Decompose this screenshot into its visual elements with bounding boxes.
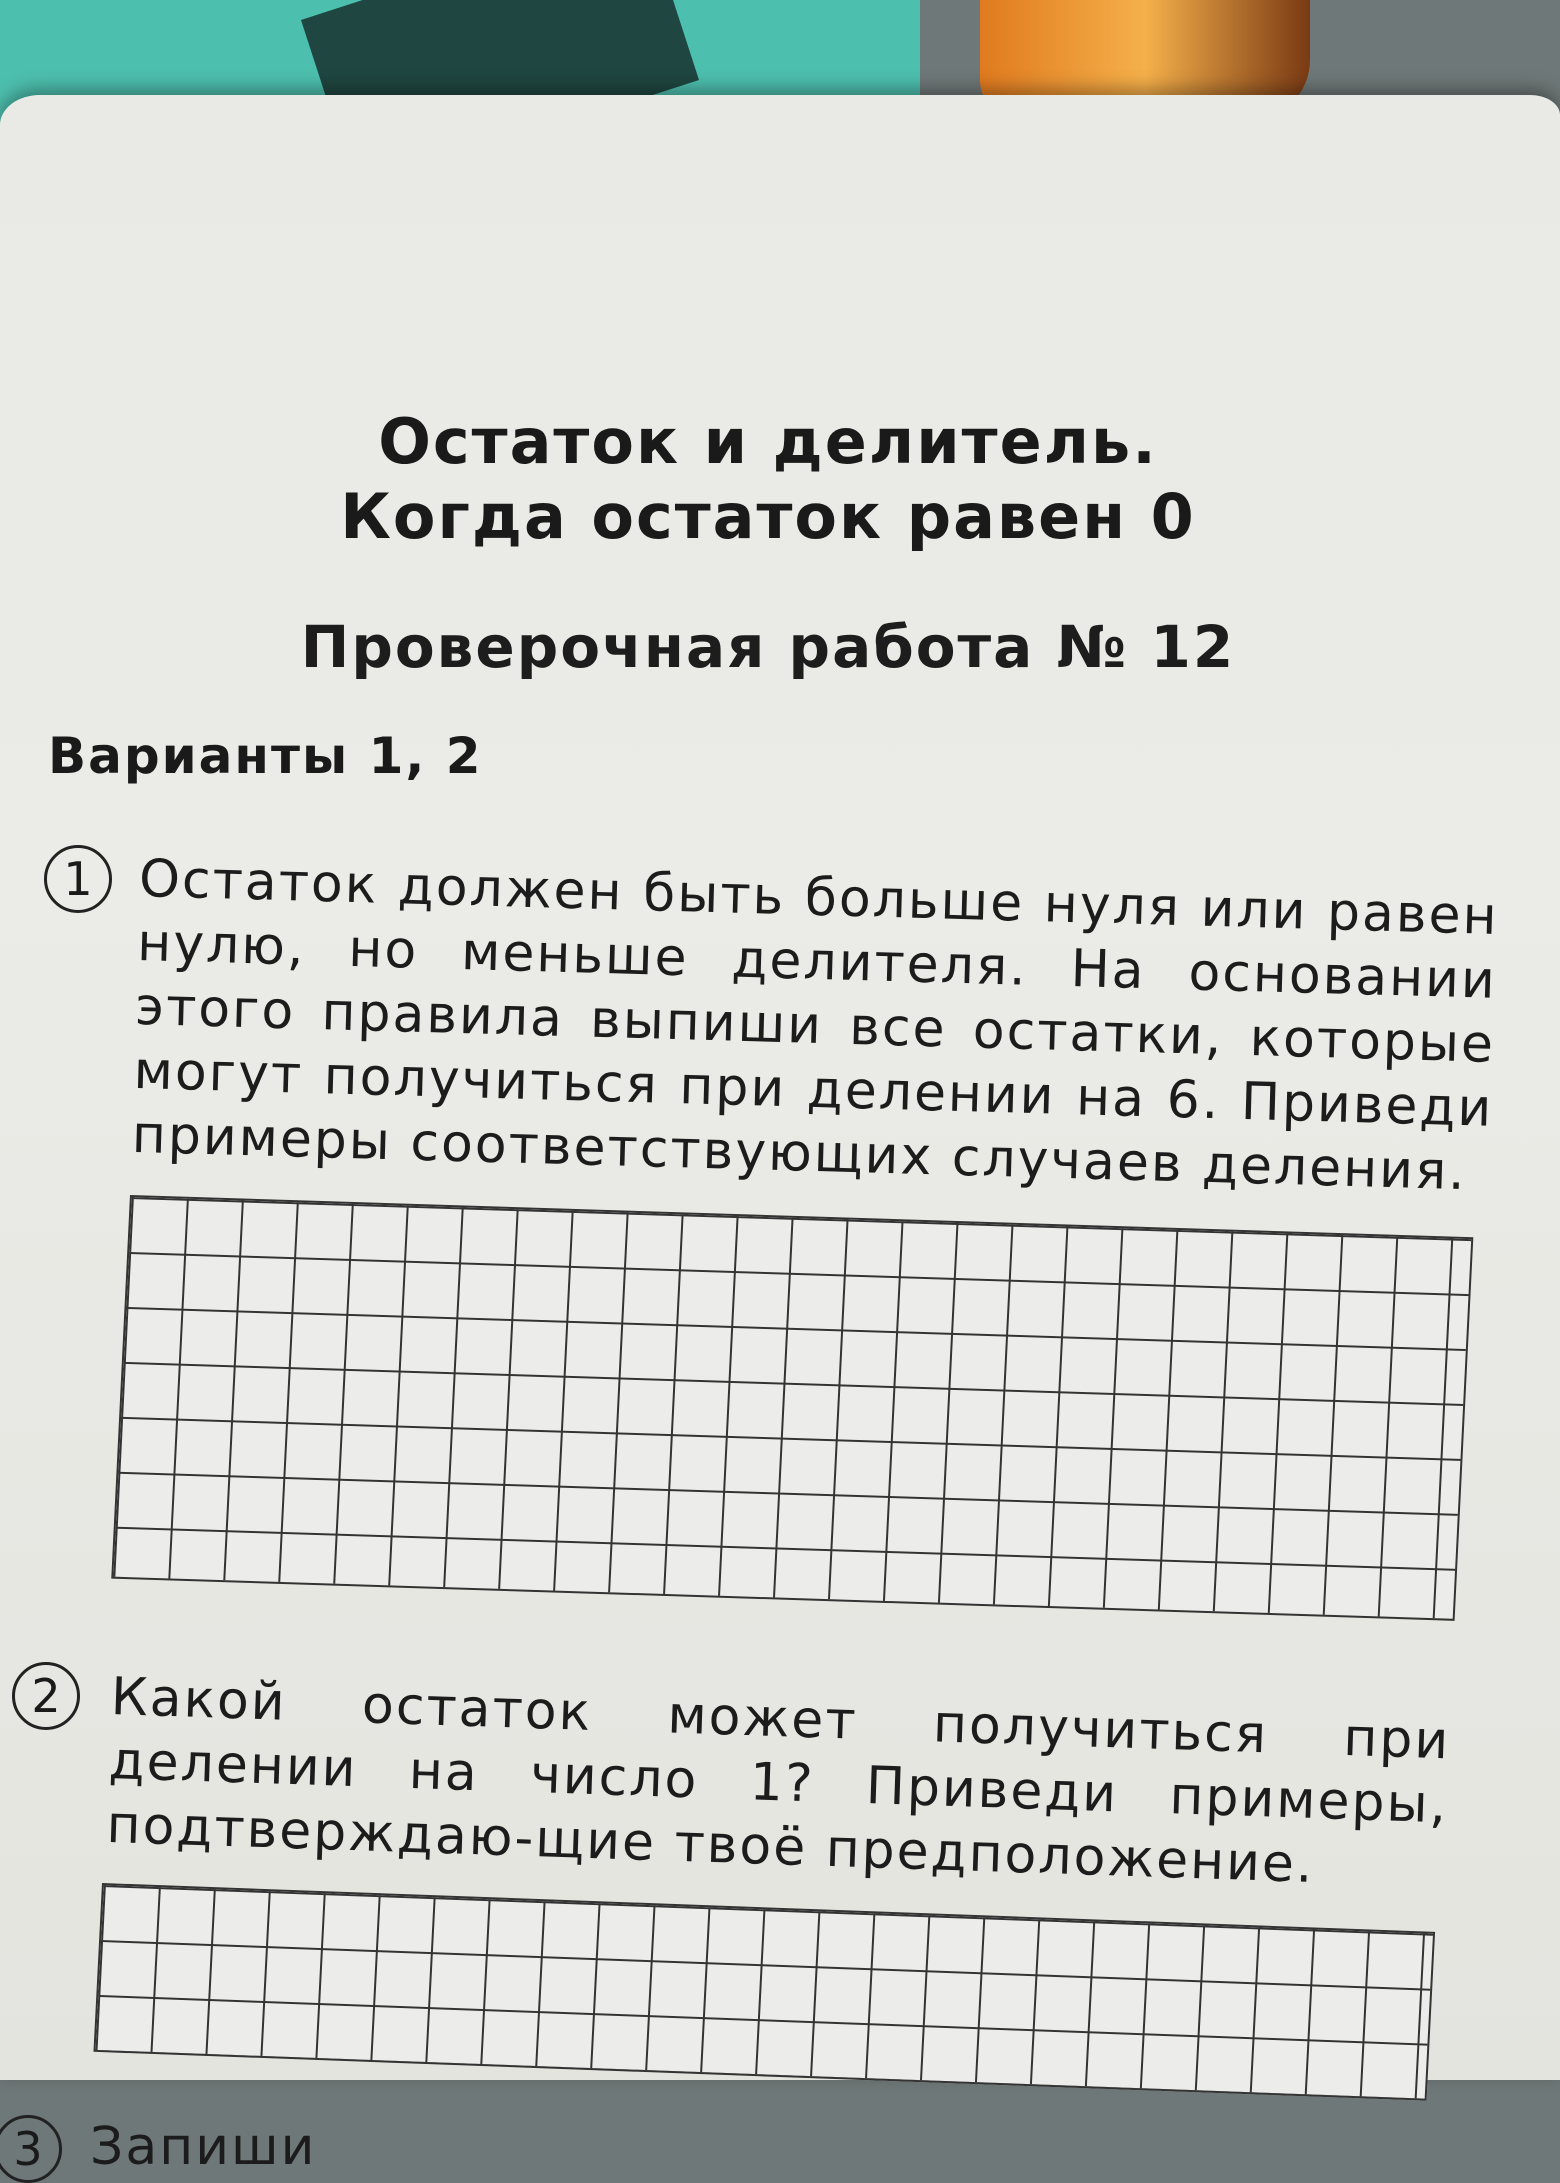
task-2-text: Какой остаток может получиться при делении на число 1? Приведи примеры, подтверждаю-щие твоё предположение. [105, 1666, 1452, 1895]
workbook-page [0, 95, 1560, 2177]
task-1-number: 1 [44, 845, 112, 913]
task-3-text: Запиши [90, 2117, 317, 2177]
test-subtitle: Проверочная работа № 12 [300, 613, 1236, 681]
task-1-text: Остаток должен быть больше нуля или равен нулю, но меньше делителя. На основании этого правила выпиши все остатки, которые могут получиться при делении на 6. Приведи примеры соответствующих случаев деления. [131, 848, 1500, 1203]
page-title-line1: Остаток и делитель. [378, 405, 1158, 478]
variants-label: Варианты 1, 2 [48, 727, 483, 785]
task-2-answer-grid[interactable] [93, 1883, 1435, 2101]
task-3-number: 3 [0, 2115, 62, 2183]
task-1-answer-grid[interactable] [111, 1195, 1473, 1621]
page-title-line2: Когда остаток равен 0 [340, 480, 1196, 553]
task-2-number: 2 [12, 1662, 80, 1730]
